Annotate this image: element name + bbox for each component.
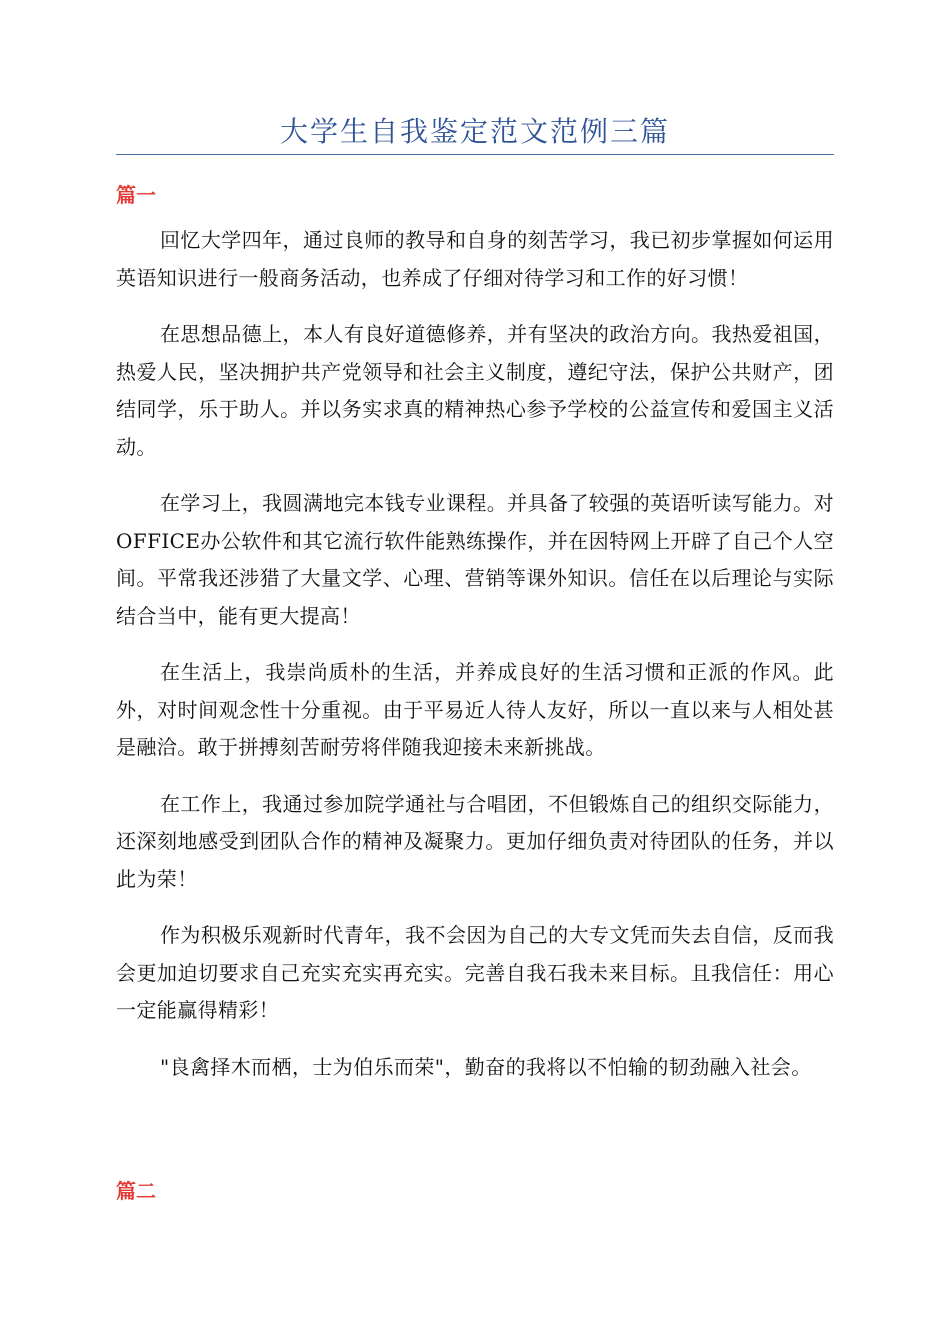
paragraph-3: 在学习上，我圆满地完本钱专业课程。并具备了较强的英语听读写能力。对OFFICE办公软件和其它流行软件能熟练操作，并在因特网上开辟了自己个人空间。平常我还涉猎了大量文学、心理、营销等课外知识。信任在以后理论与实际结合当中，能有更大提高！ bbox=[116, 491, 834, 628]
section-heading-1: 篇一 bbox=[116, 183, 156, 207]
document-title: 大学生自我鉴定范文范例三篇 bbox=[279, 115, 670, 148]
section-1-body bbox=[116, 222, 834, 1105]
paragraph-5: 在工作上，我通过参加院学通社与合唱团，不但锻炼自己的组织交际能力，还深刻地感受到团队合作的精神及凝聚力。更加仔细负责对待团队的任务，并以此为荣！ bbox=[116, 791, 834, 891]
paragraph-4: 在生活上，我崇尚质朴的生活，并养成良好的生活习惯和正派的作风。此外，对时间观念性十分重视。由于平易近人待人友好，所以一直以来与人相处甚是融洽。敢于拼搏刻苦耐劳将伴随我迎接未来新挑战。 bbox=[116, 660, 834, 759]
paragraph-1: 回忆大学四年，通过良师的教导和自身的刻苦学习，我已初步掌握如何运用英语知识进行一般商务活动，也养成了仔细对待学习和工作的好习惯！ bbox=[116, 228, 834, 290]
title-underline bbox=[116, 154, 834, 155]
section-heading-2: 篇二 bbox=[116, 1179, 156, 1203]
paragraph-7: "良禽择木而栖，士为伯乐而荣"，勤奋的我将以不怕输的韧劲融入社会。 bbox=[160, 1054, 812, 1079]
paragraph-2: 在思想品德上，本人有良好道德修养，并有坚决的政治方向。我热爱祖国，热爱人民，坚决拥护共产党领导和社会主义制度，遵纪守法，保护公共财产，团结同学，乐于助人。并以务实求真的精神热心参予学校的公益宣传和爱国主义活动。 bbox=[116, 322, 834, 459]
paragraph-6: 作为积极乐观新时代青年，我不会因为自己的大专文凭而失去自信，反而我会更加迫切要求自己充实充实再充实。完善自我石我未来目标。且我信任：用心一定能赢得精彩！ bbox=[116, 923, 834, 1022]
